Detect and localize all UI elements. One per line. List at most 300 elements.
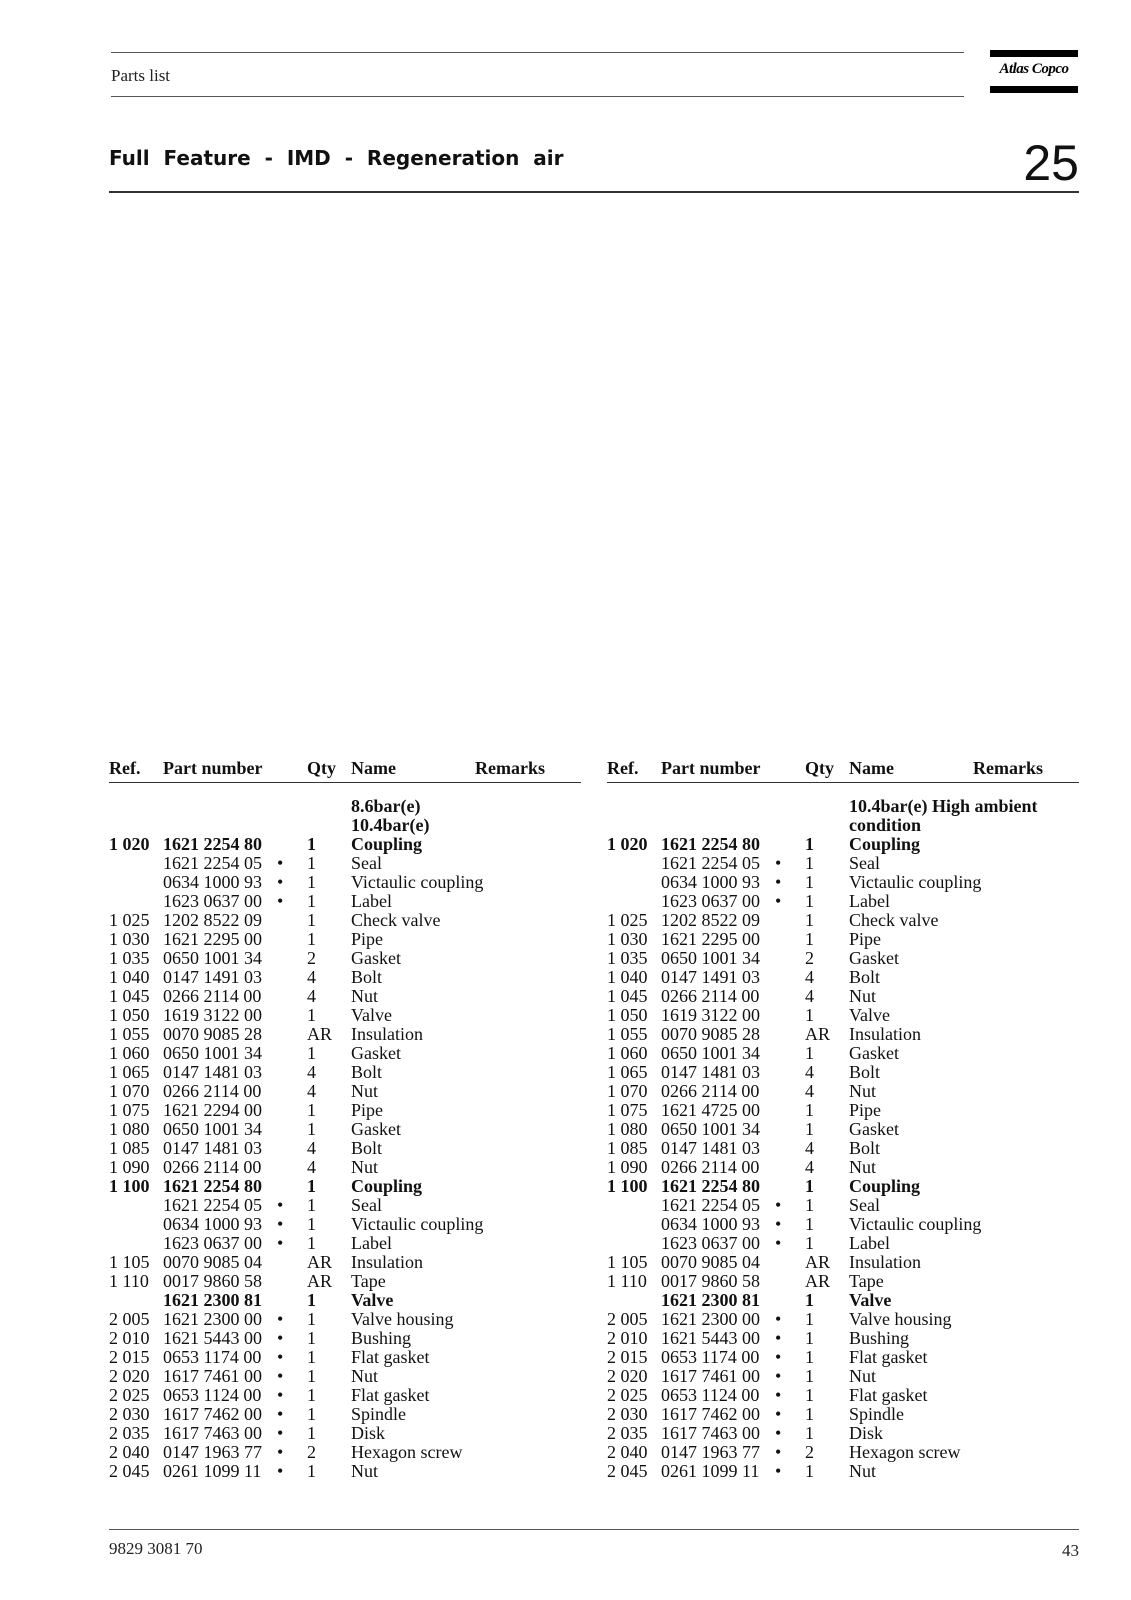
qty-cell: 1 <box>307 1100 316 1120</box>
kit-bullet: • <box>277 853 284 873</box>
name-cell: Seal <box>351 853 382 873</box>
ref-cell: 1 110 <box>109 1271 149 1291</box>
table-row <box>607 1367 1079 1386</box>
name-cell: Nut <box>351 1081 378 1101</box>
table-row <box>607 1025 1079 1044</box>
kit-bullet: • <box>775 1461 782 1481</box>
name-cell: Bolt <box>849 967 881 987</box>
part-number-cell: 0261 1099 11 <box>661 1461 760 1481</box>
table-row <box>607 911 1079 930</box>
qty-cell: 1 <box>307 1176 316 1196</box>
qty-cell: 1 <box>307 891 316 911</box>
col-remarks: Remarks <box>475 758 545 778</box>
table-row <box>607 1120 1079 1139</box>
part-number-cell: 1621 2300 81 <box>661 1290 760 1310</box>
col-name: Name <box>351 758 396 778</box>
ref-cell: 1 040 <box>109 967 150 987</box>
kit-bullet: • <box>775 1309 782 1329</box>
parts-table-right <box>607 758 1079 1481</box>
table-row <box>607 1177 1079 1196</box>
qty-cell: AR <box>307 1024 333 1044</box>
part-number-cell: 1617 7461 00 <box>163 1366 262 1386</box>
table-row <box>607 1215 1079 1234</box>
name-cell: Seal <box>849 1195 880 1215</box>
kit-bullet: • <box>277 1328 284 1348</box>
part-number-cell: 0634 1000 93 <box>163 872 262 892</box>
qty-cell: 1 <box>805 1366 814 1386</box>
name-cell: Nut <box>351 1461 378 1481</box>
part-number-cell: 1202 8522 09 <box>163 910 262 930</box>
kit-bullet: • <box>277 1442 284 1462</box>
part-number-cell: 0650 1001 34 <box>661 948 760 968</box>
part-number-cell: 1621 2294 00 <box>163 1100 262 1120</box>
qty-cell: 1 <box>805 1100 814 1120</box>
ref-cell: 1 020 <box>109 834 150 854</box>
table-row <box>109 1367 581 1386</box>
table-row <box>607 1196 1079 1215</box>
table-row <box>109 1443 581 1462</box>
name-cell: Valve <box>849 1290 892 1310</box>
name-cell: Disk <box>849 1423 884 1443</box>
table-row <box>109 1405 581 1424</box>
ref-cell: 1 085 <box>607 1138 648 1158</box>
name-cell: Flat gasket <box>351 1347 430 1367</box>
table-row <box>607 835 1079 854</box>
part-number-cell: 0650 1001 34 <box>163 1043 262 1063</box>
part-number-cell: 1621 2254 05 <box>661 853 760 873</box>
table-row <box>109 1215 581 1234</box>
name-cell: Coupling <box>351 834 423 854</box>
part-number-cell: 1623 0637 00 <box>163 891 262 911</box>
ref-cell: 2 045 <box>109 1461 150 1481</box>
col-name: Name <box>849 758 894 778</box>
kit-bullet: • <box>277 1347 284 1367</box>
qty-cell: 1 <box>805 910 814 930</box>
table-row <box>607 1386 1079 1405</box>
name-cell: Valve housing <box>351 1309 454 1329</box>
ref-cell: 2 005 <box>109 1309 150 1329</box>
name-cell: Coupling <box>849 1176 921 1196</box>
part-number-cell: 0653 1124 00 <box>163 1385 262 1405</box>
kit-bullet: • <box>277 1309 284 1329</box>
ref-cell: 2 020 <box>607 1366 648 1386</box>
variant-heading-line <box>109 816 581 835</box>
atlas-copco-logo <box>990 50 1078 94</box>
col-part-number: Part number <box>661 758 761 778</box>
part-number-cell: 0017 9860 58 <box>163 1271 262 1291</box>
part-number-cell: 0017 9860 58 <box>661 1271 760 1291</box>
ref-cell: 2 015 <box>607 1347 648 1367</box>
qty-cell: 1 <box>805 1385 814 1405</box>
part-number-cell: 0147 1481 03 <box>163 1138 262 1158</box>
qty-cell: 1 <box>805 1233 814 1253</box>
ref-cell: 1 060 <box>109 1043 150 1063</box>
name-cell: Nut <box>849 1157 876 1177</box>
name-cell: Gasket <box>351 1043 401 1063</box>
table-row <box>607 1253 1079 1272</box>
kit-bullet: • <box>277 1404 284 1424</box>
table-row <box>607 1082 1079 1101</box>
qty-cell: 4 <box>805 1081 814 1101</box>
qty-cell: 1 <box>307 1347 316 1367</box>
col-qty: Qty <box>805 758 834 778</box>
ref-cell: 2 010 <box>607 1328 648 1348</box>
name-cell: Tape <box>849 1271 884 1291</box>
table-header <box>109 758 581 783</box>
parts-table-left <box>109 758 581 1481</box>
ref-cell: 1 065 <box>109 1062 150 1082</box>
table-row <box>109 1291 581 1310</box>
part-number-cell: 0261 1099 11 <box>163 1461 262 1481</box>
part-number-cell: 1202 8522 09 <box>661 910 760 930</box>
ref-cell: 1 110 <box>607 1271 647 1291</box>
kit-bullet: • <box>775 872 782 892</box>
part-number-cell: 0634 1000 93 <box>661 872 760 892</box>
table-row <box>607 873 1079 892</box>
table-row <box>109 1158 581 1177</box>
logo-text: Atlas Copco <box>999 61 1069 77</box>
name-cell: Nut <box>351 1157 378 1177</box>
qty-cell: 4 <box>805 1157 814 1177</box>
part-number-cell: 0650 1001 34 <box>661 1043 760 1063</box>
name-cell: Valve <box>849 1005 890 1025</box>
table-row <box>607 968 1079 987</box>
ref-cell: 1 090 <box>109 1157 150 1177</box>
qty-cell: 1 <box>805 1404 814 1424</box>
table-row <box>109 949 581 968</box>
part-number-cell: 0147 1963 77 <box>661 1442 760 1462</box>
col-remarks: Remarks <box>973 758 1043 778</box>
qty-cell: 1 <box>307 1461 316 1481</box>
footer-rule <box>109 1529 1079 1530</box>
ref-cell: 1 070 <box>607 1081 648 1101</box>
name-cell: Bushing <box>849 1328 910 1348</box>
part-number-cell: 0070 9085 04 <box>661 1252 760 1272</box>
qty-cell: 1 <box>805 1423 814 1443</box>
part-number-cell: 1621 2300 81 <box>163 1290 262 1310</box>
kit-bullet: • <box>277 891 284 911</box>
part-number-cell: 0266 2114 00 <box>163 986 262 1006</box>
qty-cell: 1 <box>805 1328 814 1348</box>
table-row <box>109 1044 581 1063</box>
table-row <box>109 930 581 949</box>
table-row <box>607 854 1079 873</box>
name-cell: Label <box>849 1233 890 1253</box>
qty-cell: 2 <box>307 1442 316 1462</box>
qty-cell: 4 <box>307 1138 316 1158</box>
name-cell: Spindle <box>849 1404 905 1424</box>
logo-top-bar <box>990 50 1078 57</box>
part-number-cell: 0147 1491 03 <box>163 967 262 987</box>
qty-cell: 1 <box>805 1214 814 1234</box>
name-cell: Gasket <box>849 948 899 968</box>
kit-bullet: • <box>775 1423 782 1443</box>
ref-cell: 1 075 <box>607 1100 648 1120</box>
part-number-cell: 1617 7463 00 <box>661 1423 760 1443</box>
part-number-cell: 0653 1174 00 <box>163 1347 262 1367</box>
kit-bullet: • <box>775 1385 782 1405</box>
table-row <box>607 987 1079 1006</box>
qty-cell: 1 <box>805 891 814 911</box>
kit-bullet: • <box>277 872 284 892</box>
table-row <box>109 1310 581 1329</box>
kit-bullet: • <box>277 1423 284 1443</box>
ref-cell: 1 060 <box>607 1043 648 1063</box>
table-row <box>109 1177 581 1196</box>
table-row <box>109 1120 581 1139</box>
variant-heading-text: 10.4bar(e) <box>351 815 430 835</box>
qty-cell: 4 <box>805 967 814 987</box>
ref-cell: 1 050 <box>607 1005 648 1025</box>
ref-cell: 1 055 <box>607 1024 648 1044</box>
name-cell: Bushing <box>351 1328 412 1348</box>
qty-cell: 1 <box>307 853 316 873</box>
name-cell: Victaulic coupling <box>849 872 982 892</box>
part-number-cell: 1621 5443 00 <box>661 1328 760 1348</box>
ref-cell: 1 100 <box>109 1176 150 1196</box>
qty-cell: 1 <box>307 1366 316 1386</box>
name-cell: Bolt <box>351 967 383 987</box>
kit-bullet: • <box>277 1214 284 1234</box>
kit-bullet: • <box>775 853 782 873</box>
name-cell: Bolt <box>849 1062 881 1082</box>
name-cell: Insulation <box>351 1252 423 1272</box>
table-header <box>607 758 1079 783</box>
header-label: Parts list <box>111 66 171 85</box>
part-number-cell: 1621 2254 05 <box>163 853 262 873</box>
qty-cell: 1 <box>307 1423 316 1443</box>
table-row <box>109 892 581 911</box>
qty-cell: 4 <box>307 1157 316 1177</box>
name-cell: Label <box>351 1233 392 1253</box>
section-number: 25 <box>1023 135 1079 191</box>
part-number-cell: 0634 1000 93 <box>661 1214 760 1234</box>
ref-cell: 1 030 <box>607 929 648 949</box>
name-cell: Flat gasket <box>849 1347 928 1367</box>
ref-cell: 1 045 <box>607 986 648 1006</box>
ref-cell: 1 025 <box>607 910 648 930</box>
qty-cell: 1 <box>805 1290 814 1310</box>
qty-cell: 4 <box>805 1062 814 1082</box>
table-row <box>607 1291 1079 1310</box>
ref-cell: 1 105 <box>607 1252 648 1272</box>
table-row <box>607 949 1079 968</box>
ref-cell: 1 085 <box>109 1138 150 1158</box>
ref-cell: 1 045 <box>109 986 150 1006</box>
table-row <box>109 1196 581 1215</box>
kit-bullet: • <box>277 1385 284 1405</box>
qty-cell: 1 <box>307 1214 316 1234</box>
ref-cell: 1 090 <box>607 1157 648 1177</box>
ref-cell: 2 040 <box>109 1442 150 1462</box>
part-number-cell: 0650 1001 34 <box>163 1119 262 1139</box>
qty-cell: 4 <box>307 986 316 1006</box>
table-row <box>109 1139 581 1158</box>
table-row <box>109 1025 581 1044</box>
table-row <box>607 930 1079 949</box>
variant-heading-line <box>607 797 1079 816</box>
name-cell: Pipe <box>351 929 384 949</box>
ref-cell: 1 065 <box>607 1062 648 1082</box>
kit-bullet: • <box>277 1461 284 1481</box>
table-row <box>607 1348 1079 1367</box>
part-number-cell: 1623 0637 00 <box>163 1233 262 1253</box>
table-row <box>607 1101 1079 1120</box>
table-row <box>109 1063 581 1082</box>
name-cell: Insulation <box>849 1024 921 1044</box>
table-row <box>607 1329 1079 1348</box>
table-row <box>109 1348 581 1367</box>
name-cell: Victaulic coupling <box>849 1214 982 1234</box>
ref-cell: 1 040 <box>607 967 648 987</box>
part-number-cell: 1619 3122 00 <box>661 1005 760 1025</box>
part-number-cell: 0266 2114 00 <box>661 986 760 1006</box>
part-number-cell: 1621 2254 05 <box>163 1195 262 1215</box>
qty-cell: 4 <box>307 1081 316 1101</box>
name-cell: Valve <box>351 1290 394 1310</box>
header-bottom-rule <box>111 96 964 97</box>
qty-cell: AR <box>805 1024 831 1044</box>
ref-cell: 2 025 <box>109 1385 150 1405</box>
variant-heading-line <box>607 816 1079 835</box>
part-number-cell: 0653 1174 00 <box>661 1347 760 1367</box>
qty-cell: 2 <box>805 1442 814 1462</box>
name-cell: Nut <box>849 1461 876 1481</box>
table-row <box>109 1272 581 1291</box>
qty-cell: 2 <box>307 948 316 968</box>
table-row <box>109 1462 581 1481</box>
name-cell: Insulation <box>351 1024 423 1044</box>
name-cell: Nut <box>849 986 876 1006</box>
part-number-cell: 1623 0637 00 <box>661 1233 760 1253</box>
qty-cell: 1 <box>307 834 316 854</box>
ref-cell: 1 070 <box>109 1081 150 1101</box>
part-number-cell: 0650 1001 34 <box>661 1119 760 1139</box>
name-cell: Tape <box>351 1271 386 1291</box>
qty-cell: AR <box>805 1252 831 1272</box>
table-row <box>109 1329 581 1348</box>
part-number-cell: 1621 2254 05 <box>661 1195 760 1215</box>
kit-bullet: • <box>775 1214 782 1234</box>
name-cell: Nut <box>849 1366 876 1386</box>
name-cell: Label <box>849 891 890 911</box>
col-part-number: Part number <box>163 758 263 778</box>
variant-heading-text: condition <box>849 815 922 835</box>
ref-cell: 2 045 <box>607 1461 648 1481</box>
name-cell: Seal <box>351 1195 382 1215</box>
qty-cell: 1 <box>307 910 316 930</box>
ref-cell: 1 080 <box>607 1119 648 1139</box>
ref-cell: 1 050 <box>109 1005 150 1025</box>
name-cell: Gasket <box>849 1119 899 1139</box>
part-number-cell: 0147 1481 03 <box>661 1062 760 1082</box>
kit-bullet: • <box>775 1404 782 1424</box>
part-number-cell: 1621 4725 00 <box>661 1100 760 1120</box>
name-cell: Check valve <box>849 910 939 930</box>
part-number-cell: 0147 1491 03 <box>661 967 760 987</box>
table-row <box>109 873 581 892</box>
name-cell: Flat gasket <box>351 1385 430 1405</box>
part-number-cell: 0266 2114 00 <box>163 1157 262 1177</box>
ref-cell: 1 080 <box>109 1119 150 1139</box>
table-row <box>109 1006 581 1025</box>
table-row <box>109 911 581 930</box>
table-row <box>607 1443 1079 1462</box>
name-cell: Bolt <box>351 1138 383 1158</box>
kit-bullet: • <box>277 1233 284 1253</box>
part-number-cell: 0650 1001 34 <box>163 948 262 968</box>
qty-cell: 1 <box>307 1233 316 1253</box>
name-cell: Pipe <box>351 1100 384 1120</box>
name-cell: Coupling <box>351 1176 423 1196</box>
table-row <box>109 1386 581 1405</box>
qty-cell: 4 <box>307 967 316 987</box>
table-row <box>109 1424 581 1443</box>
name-cell: Flat gasket <box>849 1385 928 1405</box>
ref-cell: 1 030 <box>109 929 150 949</box>
part-number-cell: 0070 9085 28 <box>163 1024 262 1044</box>
qty-cell: 1 <box>307 1195 316 1215</box>
ref-cell: 1 055 <box>109 1024 150 1044</box>
kit-bullet: • <box>775 1442 782 1462</box>
name-cell: Gasket <box>351 1119 401 1139</box>
name-cell: Gasket <box>351 948 401 968</box>
part-number-cell: 1621 2254 80 <box>661 1176 760 1196</box>
name-cell: Bolt <box>849 1138 881 1158</box>
part-number-cell: 0147 1481 03 <box>163 1062 262 1082</box>
ref-cell: 2 010 <box>109 1328 150 1348</box>
ref-cell: 2 015 <box>109 1347 150 1367</box>
part-number-cell: 1621 2254 80 <box>163 834 262 854</box>
kit-bullet: • <box>775 1347 782 1367</box>
part-number-cell: 1621 2295 00 <box>661 929 760 949</box>
ref-cell: 2 020 <box>109 1366 150 1386</box>
table-row <box>607 1310 1079 1329</box>
col-ref: Ref. <box>607 758 639 778</box>
kit-bullet: • <box>277 1366 284 1386</box>
variant-heading-line <box>109 797 581 816</box>
qty-cell: 4 <box>805 986 814 1006</box>
ref-cell: 1 025 <box>109 910 150 930</box>
table-row <box>109 987 581 1006</box>
ref-cell: 1 105 <box>109 1252 150 1272</box>
ref-cell: 1 020 <box>607 834 648 854</box>
table-row <box>607 892 1079 911</box>
name-cell: Pipe <box>849 929 882 949</box>
name-cell: Label <box>351 891 392 911</box>
part-number-cell: 0653 1124 00 <box>661 1385 760 1405</box>
qty-cell: 1 <box>805 834 814 854</box>
table-row <box>109 1101 581 1120</box>
qty-cell: AR <box>307 1271 333 1291</box>
name-cell: Valve housing <box>849 1309 952 1329</box>
table-row <box>607 1462 1079 1481</box>
table-row <box>607 1063 1079 1082</box>
qty-cell: 1 <box>805 1347 814 1367</box>
name-cell: Coupling <box>849 834 921 854</box>
ref-cell: 2 005 <box>607 1309 648 1329</box>
name-cell: Bolt <box>351 1062 383 1082</box>
qty-cell: 1 <box>307 1119 316 1139</box>
qty-cell: 4 <box>307 1062 316 1082</box>
qty-cell: 1 <box>307 1005 316 1025</box>
page-title: Full Feature - IMD - Regeneration air <box>109 146 564 170</box>
qty-cell: 1 <box>307 1290 316 1310</box>
qty-cell: 1 <box>307 1043 316 1063</box>
qty-cell: 1 <box>805 1043 814 1063</box>
table-row <box>109 835 581 854</box>
ref-cell: 2 035 <box>607 1423 648 1443</box>
